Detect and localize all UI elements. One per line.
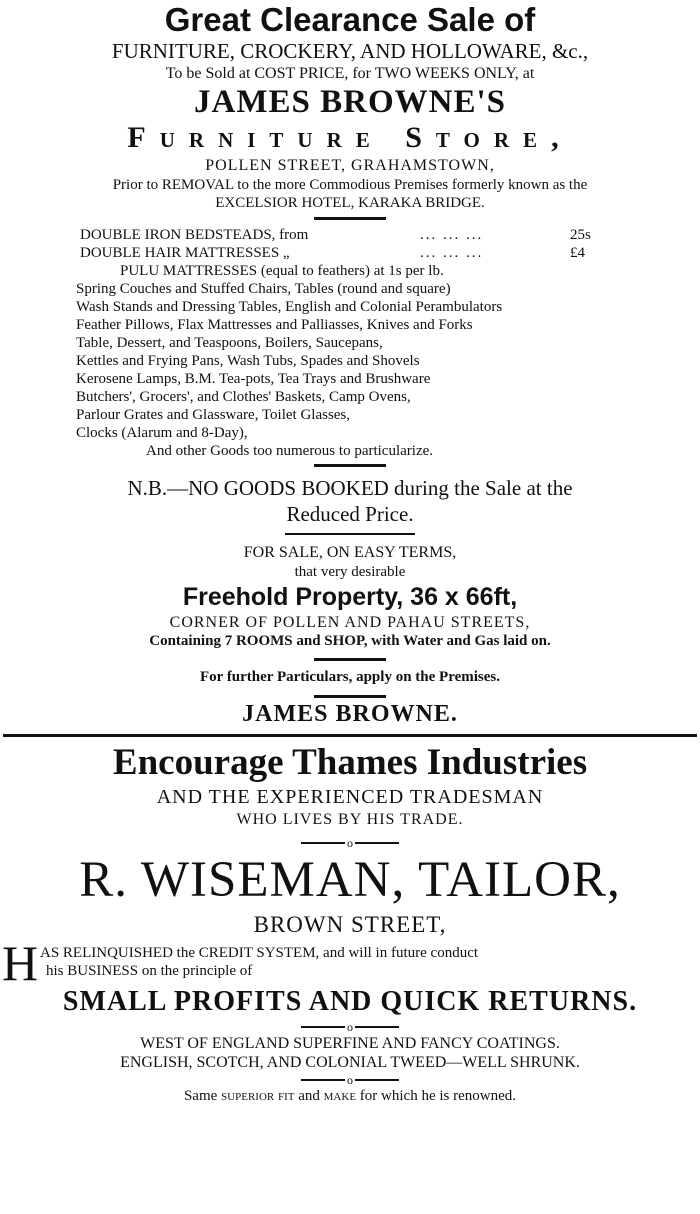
drop-cap: H xyxy=(2,935,39,991)
ornament-o: o xyxy=(347,1073,353,1087)
credit-paragraph xyxy=(0,935,700,991)
section-divider xyxy=(314,695,386,698)
property-for-sale: FOR SALE, ON EASY TERMS, xyxy=(243,544,457,561)
coatings-line-2: ENGLISH, SCOTCH, AND COLONIAL TWEED—WELL SHRUNK. xyxy=(120,1054,580,1071)
goods-line: Wash Stands and Dressing Tables, English and Colonial Perambulators xyxy=(76,299,503,315)
price-list xyxy=(76,226,700,460)
ornament-o: o xyxy=(347,1020,353,1034)
goods-line: Parlour Grates and Glassware, Toilet Glasses, xyxy=(76,407,351,423)
goods-line: Kerosene Lamps, B.M. Tea-pots, Tea Trays and Brushware xyxy=(76,371,431,387)
goods-line: Table, Dessert, and Teaspoons, Boilers, Saucepans, xyxy=(76,335,383,351)
advertiser-signature: JAMES BROWNE. xyxy=(242,701,458,727)
removal-notice-line1: Prior to REMOVAL to the more Commodious Premises formerly known as the xyxy=(112,177,588,193)
other-goods-line xyxy=(146,442,700,460)
removal-notice-line2: EXCELSIOR HOTEL, KARAKA BRIDGE. xyxy=(215,195,485,211)
price-item-name: DOUBLE IRON BEDSTEADS, from xyxy=(80,227,309,243)
property-corner: CORNER OF POLLEN AND PAHAU STREETS, xyxy=(169,614,531,631)
footer-text-b: superior fit xyxy=(221,1088,295,1104)
section-divider xyxy=(314,464,386,467)
property-title: Freehold Property, 36 x 66ft, xyxy=(182,583,518,611)
store-name: Furniture Store, xyxy=(127,121,573,154)
goods-line: Spring Couches and Stuffed Chairs, Tables (round and square) xyxy=(76,281,451,297)
other-goods-text: And other Goods too numerous to particularize. xyxy=(146,443,434,459)
price-item-name: DOUBLE HAIR MATTRESSES „ xyxy=(80,245,290,261)
ornament-o: o xyxy=(347,836,353,850)
tailor-headline: Encourage Thames Industries xyxy=(112,742,588,783)
goods-line: Butchers', Grocers', and Clothes' Baskets, Camp Ovens, xyxy=(76,389,411,405)
nb-notice-line1: N.B.—NO GOODS BOOKED during the Sale at the xyxy=(127,476,573,500)
store-street: POLLEN STREET, GRAHAMSTOWN, xyxy=(205,157,495,174)
section-divider xyxy=(314,658,386,661)
credit-line-1: AS RELINQUISHED the CREDIT SYSTEM, and will in future conduct xyxy=(40,945,479,961)
advertisement-separator xyxy=(3,734,697,737)
coatings-line-1: WEST OF ENGLAND SUPERFINE AND FANCY COATINGS. xyxy=(140,1035,560,1052)
tailor-name: R. WISEMAN, TAILOR, xyxy=(79,852,621,908)
ornament-divider xyxy=(0,1020,700,1034)
sale-headline: Great Clearance Sale of xyxy=(164,1,536,38)
price-item xyxy=(80,244,700,262)
property-containing: Containing 7 ROOMS and SHOP, with Water and Gas laid on. xyxy=(149,633,551,649)
footer-text-a: Same xyxy=(183,1088,222,1104)
pulu-line xyxy=(120,262,700,280)
tailor-slogan: SMALL PROFITS AND QUICK RETURNS. xyxy=(62,986,638,1017)
goods-line: Feather Pillows, Flax Mattresses and Palliasses, Knives and Forks xyxy=(76,317,473,333)
property-desirable: that very desirable xyxy=(294,564,406,580)
credit-line-2: his BUSINESS on the principle of xyxy=(46,963,253,979)
price-item-price: £4 xyxy=(570,245,585,261)
footer-text-e: for which he is renowned. xyxy=(356,1088,517,1104)
goods-line: Clocks (Alarum and 8-Day), xyxy=(76,425,248,441)
tailor-subheadline-1: AND THE EXPERIENCED TRADESMAN xyxy=(156,786,544,808)
property-particulars: For further Particulars, apply on the Premises. xyxy=(200,669,500,685)
pulu-line-text: PULU MATTRESSES (equal to feathers) at 1s per lb. xyxy=(120,263,444,279)
tailor-footer xyxy=(0,1087,700,1105)
ornament-divider xyxy=(0,836,700,850)
owner-banner: JAMES BROWNE'S xyxy=(194,84,506,120)
price-item xyxy=(80,226,700,244)
goods-line: Kettles and Frying Pans, Wash Tubs, Spades and Shovels xyxy=(76,353,420,369)
footer-text-d: make xyxy=(323,1088,357,1104)
footer-text-c: and xyxy=(294,1088,324,1104)
sale-terms: To be Sold at COST PRICE, for TWO WEEKS ONLY, at xyxy=(165,65,535,82)
wiseman-advertisement xyxy=(0,741,700,1105)
section-divider xyxy=(314,217,386,220)
ornament-divider xyxy=(0,1073,700,1087)
tailor-street: BROWN STREET, xyxy=(253,912,447,937)
section-divider xyxy=(285,533,415,535)
price-item-price: 25s xyxy=(570,227,591,243)
tailor-subheadline-2: WHO LIVES BY HIS TRADE. xyxy=(236,811,464,828)
price-item-dots: ... ... ... xyxy=(420,245,484,261)
sale-subheadline: FURNITURE, CROCKERY, AND HOLLOWARE, &c., xyxy=(111,39,589,63)
nb-notice-line2: Reduced Price. xyxy=(286,502,414,526)
price-item-dots: ... ... ... xyxy=(420,227,484,243)
